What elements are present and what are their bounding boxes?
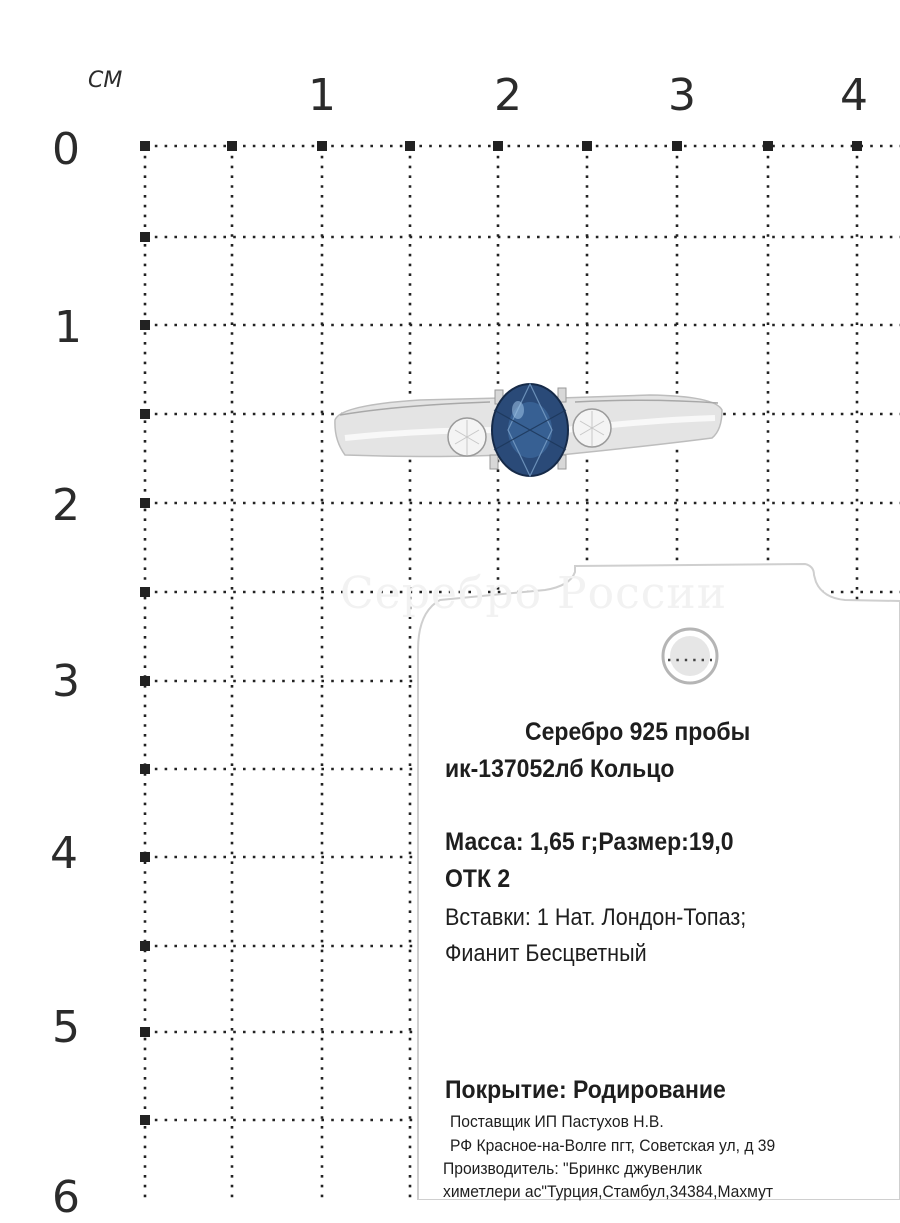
grid-node	[140, 941, 150, 951]
grid-node	[140, 587, 150, 597]
tag-otk: ОТК 2	[445, 865, 511, 893]
tag-manufacturer-2: химетлери ас"Турция,Стамбул,34384,Махмут	[443, 1182, 774, 1201]
grid-node	[582, 141, 592, 151]
ruler-left-6: 6	[52, 1172, 80, 1223]
watermark-text: Серебро России	[340, 568, 728, 619]
grid-node	[140, 141, 150, 151]
tag-inserts-2: Фианит Бесцветный	[445, 940, 647, 967]
ruler-top-3: 3	[668, 70, 696, 121]
grid-node	[140, 498, 150, 508]
grid-node	[140, 676, 150, 686]
grid-node	[227, 141, 237, 151]
grid-node	[140, 764, 150, 774]
grid-node	[140, 1115, 150, 1125]
grid-node	[140, 852, 150, 862]
unit-label: СМ	[88, 68, 123, 93]
grid-node	[140, 1027, 150, 1037]
ruler-top-1: 1	[308, 70, 336, 121]
ruler-left-4: 4	[50, 828, 78, 879]
ruler-left-0: 0	[52, 124, 80, 175]
tag-address: РФ Красное-на-Волге пгт, Советская ул, д 39	[450, 1136, 776, 1155]
tag-inserts-1: Вставки: 1 Нат. Лондон-Топаз;	[445, 904, 747, 931]
grid-node	[405, 141, 415, 151]
tag-coating: Покрытие: Родирование	[445, 1076, 726, 1104]
ruler-top-4: 4	[840, 70, 868, 121]
grid-node	[763, 141, 773, 151]
grid-node	[852, 141, 862, 151]
grid-node	[140, 409, 150, 419]
tag-supplier: Поставщик ИП Пастухов Н.В.	[450, 1112, 664, 1131]
ruler-left-1: 1	[54, 302, 82, 353]
ruler-left-3: 3	[52, 656, 80, 707]
grid-node	[140, 320, 150, 330]
tag-manufacturer: Производитель: "Бринкс джувенлик	[443, 1159, 702, 1178]
ruler-top-2: 2	[494, 70, 522, 121]
ruler-left-2: 2	[52, 480, 80, 531]
ruler-left-5: 5	[52, 1002, 80, 1053]
tag-mass-size: Масса: 1,65 г;Размер:19,0	[445, 828, 734, 856]
grid-node	[493, 141, 503, 151]
grid-node	[140, 232, 150, 242]
ring-image	[335, 384, 722, 476]
tag-metal-line: Серебро 925 пробы	[525, 718, 751, 746]
tag-article-line: ик-137052лб Кольцо	[445, 755, 675, 783]
grid-node	[317, 141, 327, 151]
grid-node	[672, 141, 682, 151]
tag-hole	[663, 629, 717, 683]
